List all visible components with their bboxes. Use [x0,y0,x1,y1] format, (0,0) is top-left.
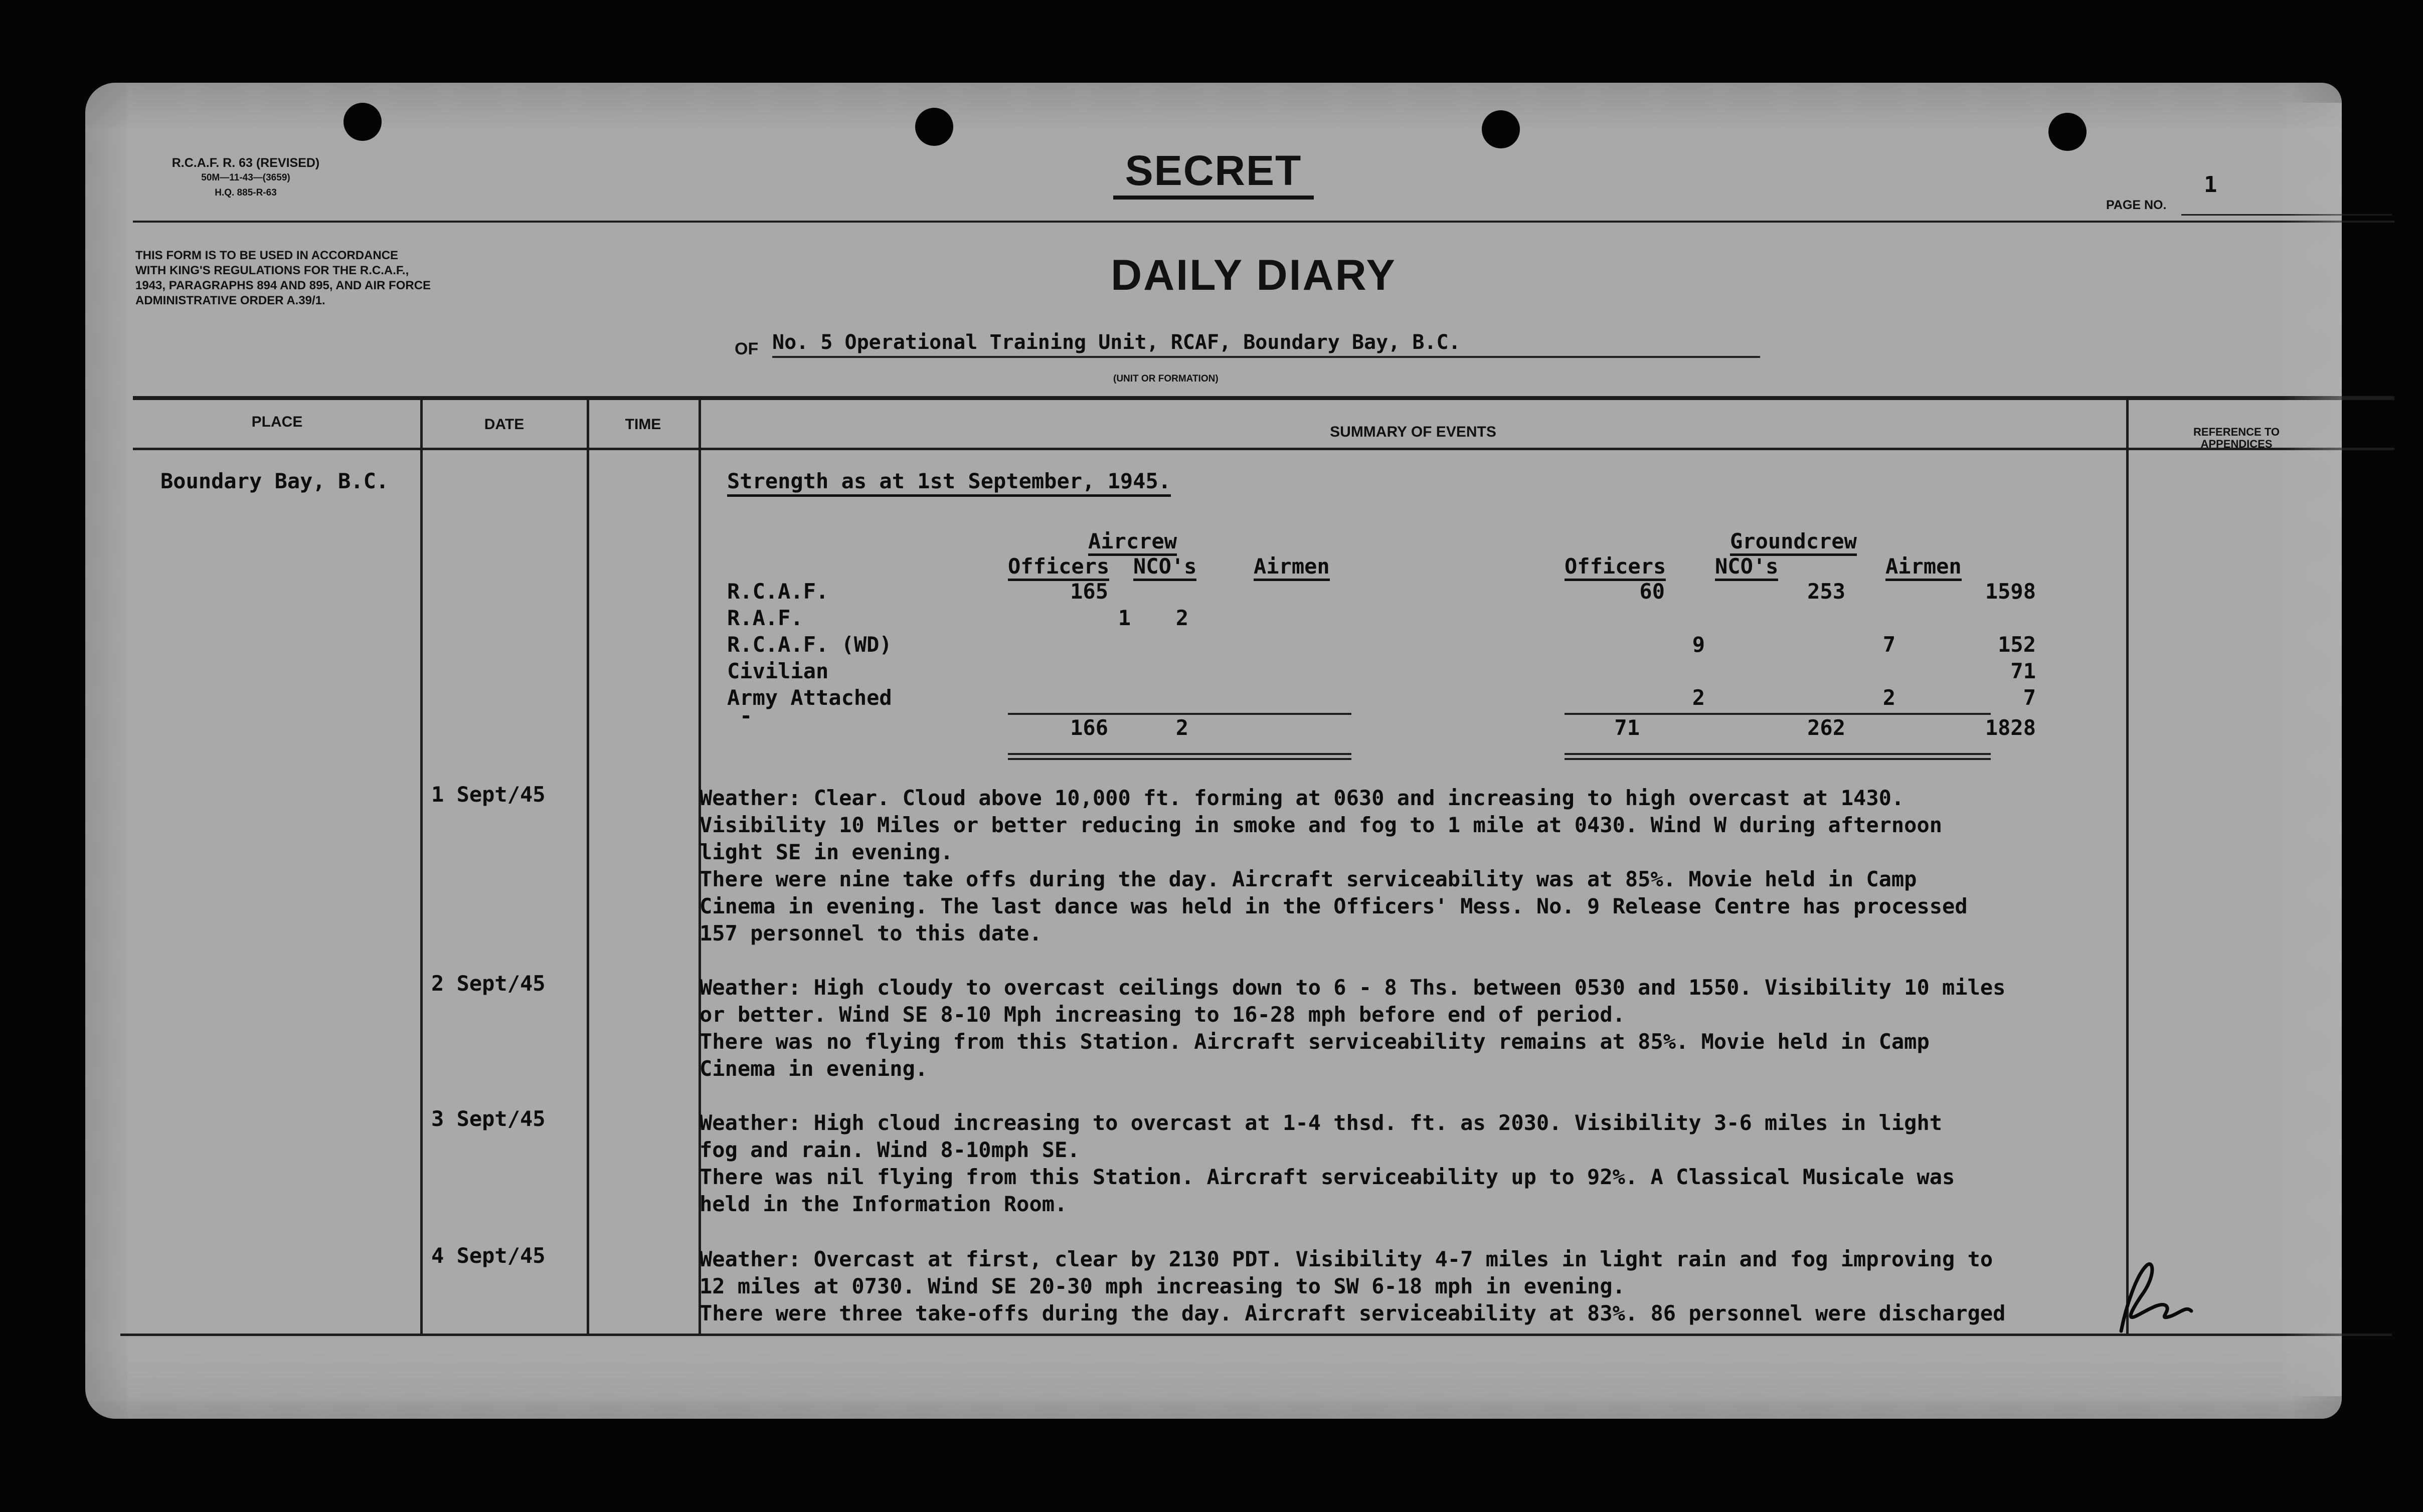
entry-date: 4 Sept/45 [431,1243,546,1268]
table-top-rule [133,396,2394,400]
column-divider [420,399,423,1336]
of-label: OF [735,339,759,358]
total-double-rule [1565,753,1991,755]
total-double-rule [1565,758,1991,760]
column-header-date: DATE [484,416,525,433]
strength-row-label: Army Attached [727,685,892,710]
summary-line: Cinema in evening. The last dance was held in the Officers' Mess. No. 9 Release Centre has processed [700,894,1968,918]
binder-hole [2048,113,2087,151]
summary-line: or better. Wind SE 8-10 Mph increasing to 16-28 mph before end of period. [700,1002,1625,1027]
column-header-summary: SUMMARY OF EVENTS [1330,424,1496,440]
classification-stamp: SECRET [1113,145,1314,200]
strength-cell: 1 [1118,606,1131,630]
instruction-line: 1943, PARAGRAPHS 894 AND 895, AND AIR FORCE [135,279,431,292]
strength-total: 2 [1175,715,1188,740]
diary-title: DAILY DIARY [1111,251,1397,299]
table-bottom-rule [120,1334,2392,1336]
form-ref-line: H.Q. 885-R-63 [215,187,277,198]
strength-cell: 2 [1692,685,1705,710]
strength-heading: Strength as at 1st September, 1945. [727,469,1171,497]
aircrew-ncos-header: NCO's [1133,554,1196,581]
unit-name: No. 5 Operational Training Unit, RCAF, Boundary Bay, B.C. [772,331,1760,358]
groundcrew-ncos-header: NCO's [1715,554,1778,581]
initials-signature [2106,1256,2196,1336]
strength-cell: 2 [1175,606,1188,630]
summary-line: Cinema in evening. [700,1056,928,1081]
summary-line: Weather: High cloudy to overcast ceilings down to 6 - 8 Ths. between 0530 and 1550. Visibility 10 miles [700,975,2006,1000]
strength-total: 166 [1070,715,1108,740]
groundcrew-airmen-header: Airmen [1885,554,1962,581]
place-entry: Boundary Bay, B.C. [160,469,389,493]
total-double-rule [1008,753,1351,755]
reference-header-line: REFERENCE TO [2193,426,2280,438]
binder-hole [915,108,953,146]
aircrew-airmen-header: Airmen [1254,554,1330,581]
unit-caption: (UNIT OR FORMATION) [1113,373,1219,384]
form-instruction [135,248,431,308]
page-number-label: PAGE NO. [2106,198,2167,212]
instruction-line: THIS FORM IS TO BE USED IN ACCORDANCE [135,249,399,262]
column-header-place: PLACE [251,414,303,430]
entry-summary [700,1246,2005,1327]
strength-cell: 7 [2023,685,2036,710]
summary-line: There were nine take offs during the day. Aircraft serviceability was at 85%. Movie held in Camp [700,867,1917,891]
summary-line: There was nil flying from this Station. Aircraft serviceability up to 92%. A Classical Musicale was [700,1165,1955,1189]
diary-sheet [85,83,2342,1419]
column-header-time: TIME [625,416,661,433]
strength-row-label: R.C.A.F. [727,579,829,604]
strength-total: 71 [1614,715,1640,740]
strength-cell: 7 [1882,632,1895,657]
strength-cell: 71 [2010,659,2036,683]
summary-line: held in the Information Room. [700,1192,1068,1216]
column-divider [587,399,589,1336]
strength-row-label: Civilian [727,659,829,683]
binder-hole [343,103,382,141]
entry-summary [700,974,2005,1082]
summary-line: There were three take-offs during the day. Aircraft serviceability at 83%. 86 personnel were discharged [700,1301,2006,1326]
strength-row-label: R.A.F. [727,606,803,630]
page-number-line [2181,214,2392,216]
summary-line: There was no flying from this Station. Aircraft serviceability remains at 85%. Movie held in Camp [700,1029,1930,1054]
form-reference [150,155,341,201]
summary-line: 157 personnel to this date. [700,921,1042,946]
strength-row-label: R.C.A.F. (WD) [727,632,892,657]
column-header-rule [133,448,2394,450]
aircrew-header: Aircrew [1088,529,1177,556]
summary-line: light SE in evening. [700,840,953,864]
entry-date: 2 Sept/45 [431,971,546,996]
strength-cell: 152 [1998,632,2036,657]
strength-cell: 1598 [1985,579,2036,604]
form-ref-line: 50M—11-43—(3659) [201,172,290,183]
strength-total: 262 [1807,715,1845,740]
entry-date: 3 Sept/45 [431,1106,546,1131]
summary-line: Visibility 10 Miles or better reducing in smoke and fog to 1 mile at 0430. Wind W during afternoon [700,813,1943,837]
totals-dash: - [740,703,753,728]
groundcrew-officers-header: Officers [1565,554,1666,581]
reference-header-line: APPENDICES [2200,438,2273,450]
strength-cell: 9 [1692,632,1705,657]
header-rule [133,221,2394,223]
summary-line: Weather: Clear. Cloud above 10,000 ft. forming at 0630 and increasing to high overcast at 1430. [700,786,1905,810]
aircrew-officers-header: Officers [1008,554,1109,581]
strength-cell: 60 [1639,579,1665,604]
groundcrew-header: Groundcrew [1730,529,1857,556]
strength-cell: 165 [1070,579,1108,604]
form-ref-line: R.C.A.F. R. 63 (REVISED) [171,156,320,170]
summary-line: fog and rain. Wind 8-10mph SE. [700,1138,1080,1162]
strength-cell: 2 [1882,685,1895,710]
entry-date: 1 Sept/45 [431,782,546,807]
column-header-reference [2129,426,2344,450]
summary-line: Weather: High cloud increasing to overcast at 1-4 thsd. ft. as 2030. Visibility 3-6 miles in light [700,1110,1943,1135]
summary-line: 12 miles at 0730. Wind SE 20-30 mph increasing to SW 6-18 mph in evening. [700,1274,1625,1298]
strength-total: 1828 [1985,715,2036,740]
entry-summary [700,1109,1955,1218]
instruction-line: ADMINISTRATIVE ORDER A.39/1. [135,294,325,307]
binder-hole [1482,110,1520,148]
total-double-rule [1008,758,1351,760]
strength-cell: 253 [1807,579,1845,604]
column-divider [2126,399,2129,1336]
subtotal-rule [1565,713,1991,715]
page-number: 1 [2204,172,2217,198]
subtotal-rule [1008,713,1351,715]
entry-summary [700,785,1968,947]
summary-line: Weather: Overcast at first, clear by 2130 PDT. Visibility 4-7 miles in light rain and fog improving to [700,1247,1993,1271]
instruction-line: WITH KING'S REGULATIONS FOR THE R.C.A.F., [135,264,409,277]
